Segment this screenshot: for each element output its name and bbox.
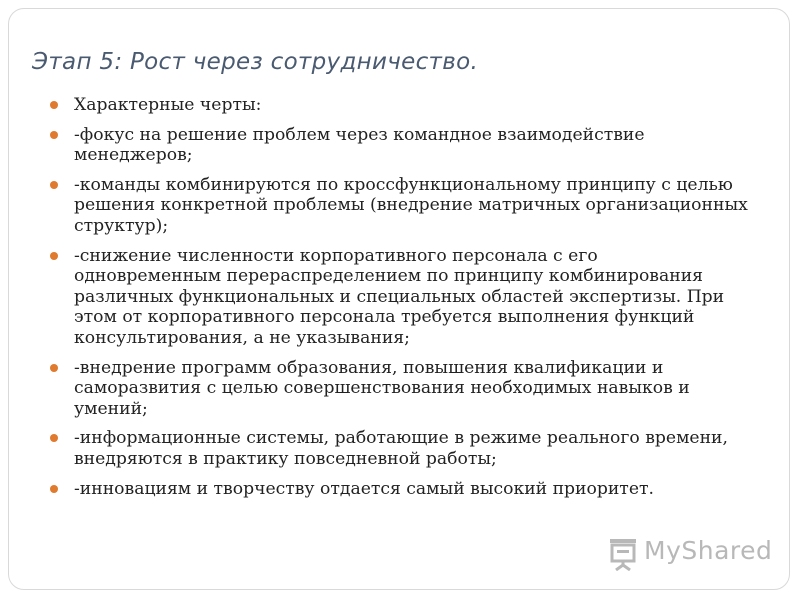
bullet-text: -инновациям и творчеству отдается самый высокий приоритет. (74, 478, 654, 499)
bullet-item (50, 358, 750, 420)
bullet-item (50, 479, 750, 500)
bullet-dot-icon (50, 181, 58, 189)
bullet-text: -снижение численности корпоративного персонала с его одновременным перераспределением по принципу комбинирования различных функциональных и специальных областей экспертизы. При этом от корпоративного персонала требуется выполнения функций консультирования, а не указывания; (74, 245, 725, 348)
bullet-item (50, 246, 750, 349)
bullet-text: -внедрение программ образования, повышения квалификации и саморазвития с целью совершенствования необходимых навыков и умений; (74, 357, 690, 419)
bullet-item (50, 175, 750, 237)
bullet-dot-icon (50, 252, 58, 260)
bullet-text: Характерные черты: (74, 95, 262, 115)
presentation-board-icon (608, 537, 638, 571)
bullet-text: -команды комбинируются по кроссфункциональному принципу с целью решения конкретной проблемы (внедрение матричных организационных структур); (74, 174, 748, 236)
bullet-item (50, 125, 750, 166)
bullet-dot-icon (50, 131, 58, 139)
bullet-item (50, 428, 750, 469)
bullet-list (50, 95, 750, 508)
watermark-text: MyShared (644, 536, 773, 565)
bullet-dot-icon (50, 485, 58, 493)
bullet-dot-icon (50, 364, 58, 372)
watermark-logo (608, 535, 773, 575)
bullet-dot-icon (50, 434, 58, 442)
bullet-text: -информационные системы, работающие в режиме реального времени, внедряются в практику повседневной работы; (74, 428, 728, 469)
bullet-item (50, 95, 750, 116)
bullet-dot-icon (50, 101, 58, 109)
bullet-text: -фокус на решение проблем через командное взаимодействие менеджеров; (74, 124, 645, 166)
slide-title: Этап 5: Рост через сотрудничество. (32, 49, 479, 75)
